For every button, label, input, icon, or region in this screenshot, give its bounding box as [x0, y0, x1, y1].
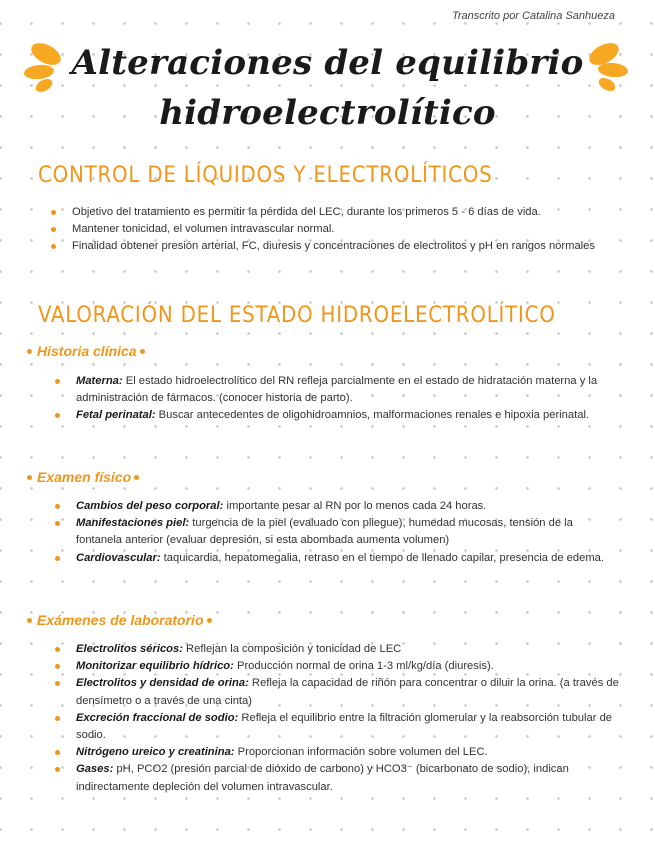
- list-item: Finalidad obtener presión arterial, FC, diuresis y concentraciones de electrolitos y pH en rangos normales: [50, 238, 610, 255]
- list-item: Cardiovascular: taquicardia, hepatomegalia, retraso en el tiempo de llenado capilar, presencia de edema.: [54, 550, 610, 567]
- bullet-dot-icon: [134, 475, 139, 480]
- examen-list: [54, 498, 610, 567]
- subheading-historia: Historia clínica: [24, 343, 150, 359]
- subheading-laboratorio: Exámenes de laboratorio: [24, 612, 217, 628]
- bullet-dot-icon: [27, 349, 32, 354]
- list-item: Excreción fraccional de sodio: Refleja el equilibrio entre la filtración glomerular y la reabsorción tubular de sodio.: [54, 710, 620, 744]
- bullet-dot-icon: [140, 349, 145, 354]
- list-item: Cambios del peso corporal: importante pesar al RN por lo menos cada 24 horas.: [54, 498, 610, 515]
- list-item: Manifestaciones piel: turgencia de la piel (evaluado con pliegue), humedad mucosas, tensión de la fontanela anterior (evaluar depresión, si esta abombada aumenta volumen): [54, 515, 610, 549]
- subheading-examen: Examen físico: [24, 469, 144, 485]
- list-item: Materna: El estado hidroelectrolítico del RN refleja parcialmente en el estado de hidratación materna y la administración de fármacos. (conocer historia de parto).: [54, 373, 610, 407]
- page-title: [0, 38, 655, 138]
- historia-list: [54, 373, 610, 425]
- title-line-2: hidroelectrolítico: [159, 93, 496, 133]
- laboratorio-list: [54, 641, 620, 796]
- bullet-dot-icon: [207, 618, 212, 623]
- author-credit: Transcrito por Catalina Sanhueza: [451, 10, 615, 22]
- list-item: Nitrógeno ureico y creatinina: Proporcionan información sobre volumen del LEC.: [54, 744, 620, 761]
- list-item: Mantener tonicidad, el volumen intravascular normal.: [50, 221, 610, 238]
- bullet-dot-icon: [27, 475, 32, 480]
- list-item: Gases: pH, PCO2 (presión parcial de dióxido de carbono) y HCO3⁻ (bicarbonato de sodio), indican indirectamente depleción del volumen intravascular.: [54, 761, 620, 795]
- list-item: Monitorizar equilibrio hídrico: Producción normal de orina 1-3 ml/kg/día (diuresis).: [54, 658, 620, 675]
- section-heading-control: CONTROL DE LÍQUIDOS Y ELECTROLÍTICOS: [38, 163, 493, 188]
- list-item: Objetivo del tratamiento es permitir la pérdida del LEC, durante los primeros 5 - 6 días de vida.: [50, 204, 610, 221]
- list-item: Fetal perinatal: Buscar antecedentes de oligohidroamnios, malformaciones renales e hipoxia perinatal.: [54, 407, 610, 424]
- section-heading-valoracion: VALORACIÓN DEL ESTADO HIDROELECTROLÍTICO: [38, 303, 556, 328]
- bullet-dot-icon: [27, 618, 32, 623]
- title-line-1: Alteraciones del equilibrio: [71, 43, 584, 83]
- control-list: [50, 204, 610, 256]
- list-item: Electrolitos y densidad de orina: Refleja la capacidad de riñón para concentrar o diluir la orina. (a través de densímetro o a través de una cinta): [54, 675, 620, 709]
- list-item: Electrolitos séricos: Reflejan la composición y tonicidad de LEC: [54, 641, 620, 658]
